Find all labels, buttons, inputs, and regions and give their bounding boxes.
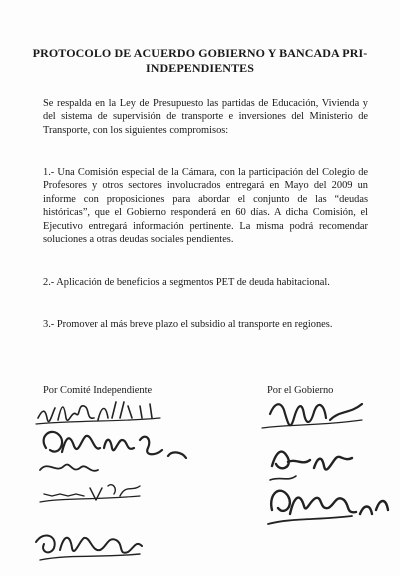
commitment-item-2: 2.- Aplicación de beneficios a segmentos PET de deuda habitacional. — [43, 277, 330, 288]
signature-label-gobierno: Por el Gobierno — [267, 385, 334, 396]
signature-right-3 — [268, 491, 388, 524]
signature-label-independiente: Por Comité Independiente — [43, 385, 153, 396]
intro-paragraph: Se respalda en la Ley de Presupuesto las partidas de Educación, Vivienda y del sistema de supervisión de transporte e inversiones del Ministerio de Transporte, con los siguientes compromisos: — [43, 98, 368, 136]
signature-left-4 — [36, 535, 142, 560]
signature-right-1 — [262, 404, 362, 428]
signature-left-3 — [40, 485, 140, 502]
commitment-item-1: 1.- Una Comisión especial de la Cámara, con la participación del Colegio de Profesores y otros sectores involucrados entregará en Mayo del 2009 un informe con proposiciones para abordar el conjunto de las “deudas históricas”, que el Gobierno responderá en 60 días. A dicha Comisión, el Ejecutivo entregará información pertinente. La misma podrá recomendar soluciones a otras deudas sociales pendientes. — [43, 167, 368, 246]
document-title: PROTOCOLO DE ACUERDO GOBIERNO Y BANCADA PRI-INDEPENDIENTES — [32, 46, 368, 75]
signature-left-1 — [36, 402, 160, 424]
signature-right-2 — [270, 452, 352, 480]
commitment-item-3: 3.- Promover al más breve plazo el subsidio al transporte en regiones. — [43, 319, 333, 330]
signature-left-2 — [40, 432, 186, 471]
